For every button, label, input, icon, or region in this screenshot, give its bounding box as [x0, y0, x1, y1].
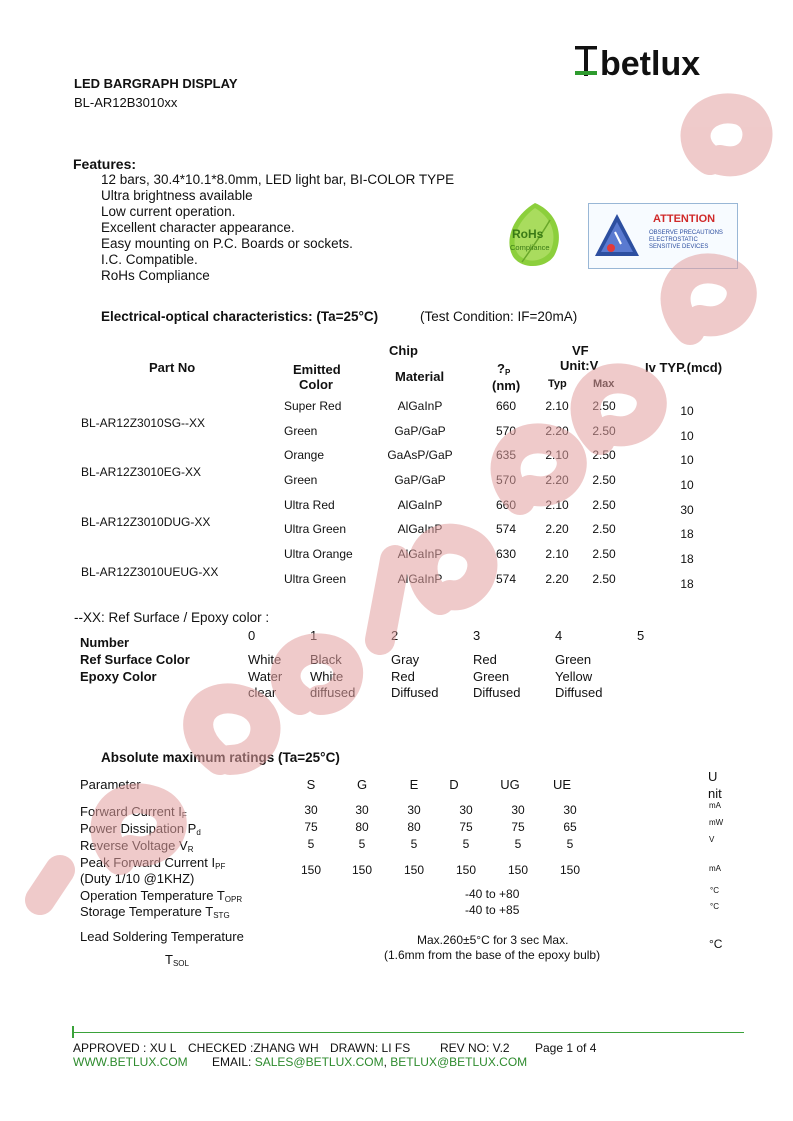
betlux-logo — [575, 44, 720, 78]
amr-col-header: S — [306, 777, 316, 792]
part-number: BL-AR12Z3010SG--XX — [81, 416, 206, 430]
feature-item: RoHs Compliance — [101, 268, 210, 283]
col-emitted: Emitted — [293, 362, 341, 377]
features-heading: Features: — [73, 156, 137, 172]
xx-number-cell: 2 — [391, 628, 399, 643]
footer-drawn: DRAWN: LI FS — [330, 1041, 411, 1055]
col-lambda: $?_P$ — [497, 361, 511, 377]
attention-title: ATTENTION — [653, 213, 716, 225]
chip-material-cell: GaAsP/GaP — [387, 448, 453, 462]
footer-checked: CHECKED :ZHANG WH — [188, 1041, 319, 1055]
emitted-color-cell: Ultra Green — [284, 522, 347, 536]
amr-solder-name: Lead Soldering Temperature — [80, 929, 244, 944]
amr-value-cell: 75 — [459, 820, 473, 834]
xx-number-cell: 5 — [637, 628, 645, 643]
iv-typ-cell: 10 — [680, 453, 694, 467]
xx-number-cell: 1 — [310, 628, 318, 643]
footer-divider-tick — [72, 1026, 74, 1038]
vf-max-cell: 2.50 — [592, 498, 616, 512]
amr-param-name: Forward Current $I_F$ — [80, 804, 187, 820]
chip-material-cell: GaP/GaP — [394, 424, 446, 438]
eo-condition: (Test Condition: IF=20mA) — [420, 309, 578, 324]
chip-material-cell: AlGaInP — [397, 572, 443, 586]
feature-item: Excellent character appearance. — [101, 220, 295, 235]
esd-attention-badge — [588, 203, 738, 269]
part-number: BL-AR12Z3010UEUG-XX — [81, 565, 219, 579]
xx-surface-cell: Red — [473, 652, 497, 667]
xx-number-cell: 4 — [555, 628, 563, 643]
feature-item: 12 bars, 30.4*10.1*8.0mm, LED light bar, BI-COLOR TYPE — [101, 172, 455, 187]
amr-col-header: UE — [552, 777, 572, 792]
vf-max-cell: 2.50 — [592, 448, 616, 462]
col-max: Max — [593, 378, 615, 390]
part-number: BL-AR12Z3010EG-XX — [81, 465, 202, 479]
col-vf: VF — [572, 343, 589, 358]
amr-peak-name: Peak Forward Current $I_{PF}$ — [80, 855, 226, 871]
amr-value-cell: 80 — [355, 820, 369, 834]
footer-email-sales-link[interactable]: SALES@BETLUX.COM — [254, 1055, 384, 1069]
emitted-color-cell: Green — [284, 424, 318, 438]
col-nm: (nm) — [492, 378, 521, 393]
amr-solder-value: Max.260±5°C for 3 sec Max. — [417, 933, 569, 947]
vf-typ-cell: 2.20 — [545, 473, 569, 487]
xx-epoxy-cell: Diffused — [473, 685, 521, 700]
vf-typ-cell: 2.10 — [545, 399, 569, 413]
col-chip: Chip — [389, 343, 418, 358]
amr-solder-unit: °C — [709, 937, 723, 951]
amr-value-cell: 5 — [410, 837, 418, 851]
feature-item: I.C. Compatible. — [101, 252, 198, 267]
xx-epoxy-cell: Water — [248, 669, 283, 684]
amr-storage-temp-unit: °C — [710, 902, 719, 911]
chip-material-cell: AlGaInP — [397, 547, 443, 561]
emitted-color-cell: Green — [284, 473, 318, 487]
amr-peak-value-cell: 150 — [300, 863, 322, 877]
iv-typ-cell: 18 — [680, 552, 694, 566]
xx-epoxy-cell: Green — [473, 669, 510, 684]
xx-epoxy-cell: White — [310, 669, 344, 684]
iv-typ-cell: 18 — [680, 527, 694, 541]
chip-material-cell: AlGaInP — [397, 498, 443, 512]
xx-surface-cell: Green — [555, 652, 592, 667]
wavelength-cell: 570 — [495, 473, 517, 487]
amr-unit-cell: mA — [709, 801, 721, 810]
vf-max-cell: 2.50 — [592, 572, 616, 586]
eo-heading: Electrical-optical characteristics: (Ta=25°C) — [101, 309, 379, 324]
vf-max-cell: 2.50 — [592, 473, 616, 487]
vf-typ-cell: 2.10 — [545, 498, 569, 512]
emitted-color-cell: Ultra Red — [284, 498, 335, 512]
footer-email-betlux-link[interactable]: BETLUX@BETLUX.COM — [390, 1055, 528, 1069]
vf-typ-cell: 2.20 — [545, 424, 569, 438]
footer-email-line: EMAIL: SALES@BETLUX.COM, BETLUX@BETLUX.COM — [212, 1055, 528, 1069]
footer-rev: REV NO: V.2 — [440, 1041, 510, 1055]
xx-heading: --XX: Ref Surface / Epoxy color : — [74, 610, 270, 625]
amr-heading: Absolute maximum ratings (Ta=25°C) — [101, 750, 340, 765]
amr-value-cell: 30 — [304, 803, 318, 817]
iv-typ-cell: 10 — [680, 404, 694, 418]
iv-typ-cell: 10 — [680, 478, 694, 492]
logo-text: betlux — [600, 45, 701, 78]
amr-peak-name2: (Duty 1/10 @1KHZ) — [80, 871, 195, 886]
chip-material-cell: AlGaInP — [397, 399, 443, 413]
doc-title: LED BARGRAPH DISPLAY — [74, 76, 238, 91]
wavelength-cell: 570 — [495, 424, 517, 438]
amr-param-name: Reverse Voltage $V_R$ — [80, 838, 194, 854]
attention-line: OBSERVE PRECAUTIONS — [649, 230, 723, 236]
xx-epoxy-cell: clear — [248, 685, 277, 700]
attention-line: SENSITIVE DEVICES — [649, 244, 709, 250]
wavelength-cell: 635 — [495, 448, 517, 462]
feature-item: Low current operation. — [101, 204, 236, 219]
col-iv: Iv TYP.(mcd) — [645, 360, 723, 375]
amr-op-temp-name: Operation Temperature $T_{OPR}$ — [80, 888, 243, 904]
xx-surface-cell: Black — [310, 652, 342, 667]
amr-value-cell: 30 — [459, 803, 473, 817]
vf-max-cell: 2.50 — [592, 424, 616, 438]
part-number: BL-AR12Z3010DUG-XX — [81, 515, 211, 529]
xx-epoxy-label: Epoxy Color — [80, 669, 157, 684]
emitted-color-cell: Super Red — [284, 399, 342, 413]
vf-typ-cell: 2.20 — [545, 572, 569, 586]
wavelength-cell: 574 — [495, 522, 517, 536]
vf-typ-cell: 2.10 — [545, 448, 569, 462]
rohs-sub-text: Compliance — [510, 243, 550, 252]
amr-peak-value-cell: 150 — [455, 863, 477, 877]
xx-surface-cell: White — [248, 652, 282, 667]
amr-solder-value-note: (1.6mm from the base of the epoxy bulb) — [384, 948, 601, 962]
col-typ: Typ — [548, 378, 567, 390]
vf-typ-cell: 2.20 — [545, 522, 569, 536]
amr-value-cell: 65 — [563, 820, 577, 834]
amr-value-cell: 80 — [407, 820, 421, 834]
amr-peak-unit: mA — [709, 864, 721, 873]
amr-col-header: E — [409, 777, 419, 792]
amr-col-header: G — [356, 777, 368, 792]
iv-typ-cell: 18 — [680, 577, 694, 591]
xx-surface-cell: Gray — [391, 652, 420, 667]
iv-typ-cell: 10 — [680, 429, 694, 443]
amr-peak-value-cell: 150 — [507, 863, 529, 877]
vf-max-cell: 2.50 — [592, 522, 616, 536]
xx-epoxy-cell: Red — [391, 669, 415, 684]
xx-epoxy-cell: Diffused — [555, 685, 603, 700]
amr-value-cell: 5 — [566, 837, 574, 851]
amr-unit-cell: mW — [709, 818, 724, 827]
xx-surface-label: Ref Surface Color — [80, 652, 190, 667]
vf-typ-cell: 2.10 — [545, 547, 569, 561]
amr-value-cell: 75 — [511, 820, 525, 834]
amr-col-unit: U — [708, 769, 718, 784]
chip-material-cell: GaP/GaP — [394, 473, 446, 487]
chip-material-cell: AlGaInP — [397, 522, 443, 536]
amr-param-name: Power Dissipation $P_d$ — [80, 821, 201, 837]
amr-value-cell: 5 — [358, 837, 366, 851]
feature-item: Ultra brightness available — [101, 188, 253, 203]
amr-op-temp-unit: °C — [710, 886, 719, 895]
emitted-color-cell: Ultra Orange — [284, 547, 353, 561]
xx-number-label: Number — [80, 635, 130, 650]
amr-value-cell: 5 — [462, 837, 470, 851]
wavelength-cell: 660 — [495, 399, 517, 413]
wavelength-cell: 660 — [495, 498, 517, 512]
rohs-text: RoHs — [512, 227, 544, 241]
wavelength-cell: 574 — [495, 572, 517, 586]
esd-warning-icon — [593, 210, 641, 264]
footer-email-label: EMAIL: — [212, 1055, 252, 1069]
amr-peak-value-cell: 150 — [559, 863, 581, 877]
amr-value-cell: 75 — [304, 820, 318, 834]
emitted-color-cell: Orange — [284, 448, 325, 462]
xx-epoxy-cell: Yellow — [555, 669, 593, 684]
col-material: Material — [395, 369, 445, 384]
amr-value-cell: 5 — [307, 837, 315, 851]
amr-value-cell: 30 — [511, 803, 525, 817]
xx-number-cell: 3 — [473, 628, 481, 643]
col-part-no: Part No — [149, 360, 196, 375]
xx-number-cell: 0 — [248, 628, 256, 643]
vf-max-cell: 2.50 — [592, 547, 616, 561]
amr-value-cell: 5 — [514, 837, 522, 851]
amr-unit-cell: V — [709, 835, 715, 844]
amr-value-cell: 30 — [355, 803, 369, 817]
xx-epoxy-cell: diffused — [310, 685, 356, 700]
doc-model: BL-AR12B3010xx — [74, 95, 178, 110]
amr-peak-value-cell: 150 — [351, 863, 373, 877]
amr-op-temp-value: -40 to +80 — [465, 887, 520, 901]
footer-divider — [73, 1032, 744, 1033]
amr-solder-symbol: $T_{SOL}$ — [165, 952, 189, 968]
footer-page: Page 1 of 4 — [535, 1041, 597, 1055]
feature-item: Easy mounting on P.C. Boards or sockets. — [101, 236, 353, 251]
amr-storage-temp-value: -40 to +85 — [465, 903, 520, 917]
xx-epoxy-cell: Diffused — [391, 685, 439, 700]
vf-max-cell: 2.50 — [592, 399, 616, 413]
emitted-color-cell: Ultra Green — [284, 572, 347, 586]
rohs-leaf-icon — [502, 200, 568, 272]
amr-value-cell: 30 — [407, 803, 421, 817]
attention-line: ELECTROSTATIC — [649, 237, 698, 243]
footer-approved: APPROVED : XU L — [73, 1041, 177, 1055]
amr-col-parameter: Parameter — [80, 777, 141, 792]
amr-peak-value-cell: 150 — [403, 863, 425, 877]
amr-col-header: D — [449, 777, 459, 792]
wavelength-cell: 630 — [495, 547, 517, 561]
iv-typ-cell: 30 — [680, 503, 694, 517]
amr-storage-temp-name: Storage Temperature $T_{STG}$ — [80, 904, 230, 920]
col-unit: Unit:V — [560, 358, 599, 373]
amr-col-header: UG — [500, 777, 520, 792]
footer-website-link[interactable]: WWW.BETLUX.COM — [73, 1055, 188, 1069]
amr-col-unit: nit — [708, 786, 722, 801]
col-color: Color — [299, 377, 333, 392]
amr-value-cell: 30 — [563, 803, 577, 817]
